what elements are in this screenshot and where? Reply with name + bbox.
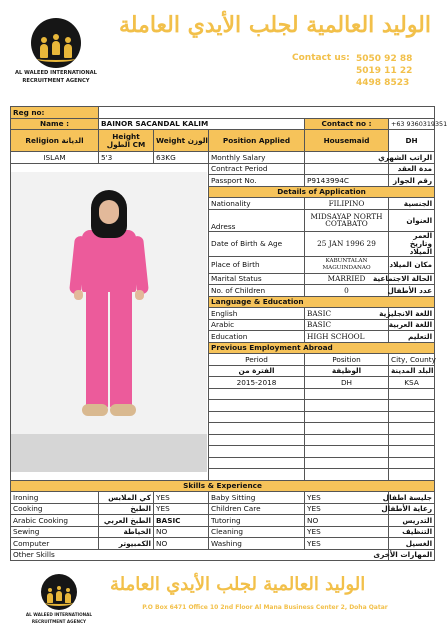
employment-empty-cell: [389, 446, 435, 458]
reg-value: [99, 107, 435, 119]
field-label-arabic: الراتب الشهري: [389, 152, 435, 164]
employment-empty-cell: [209, 411, 305, 423]
other-skills-label-arabic: المهارات الأخرى: [389, 549, 435, 561]
field-value: MIDSAYAP NORTH COTABATO: [305, 209, 389, 231]
field-label-arabic: عدد الأطفال: [389, 285, 435, 297]
field-label: No. of Children: [209, 285, 305, 297]
employment-empty-cell: [389, 457, 435, 469]
field-label: Passport No.: [209, 175, 305, 187]
skill-label-arabic: الكمبيوتر: [99, 538, 154, 550]
skill-label: Ironing: [11, 492, 99, 504]
weight-header: Weight الوزن: [154, 130, 209, 152]
skill-label-arabic: التنظيف: [389, 526, 435, 538]
employment-header: City, County: [389, 354, 435, 366]
field-value: KABUNTALAN MAGUINDANAO: [305, 256, 389, 273]
employment-header-arabic: البلد المدينة: [389, 365, 435, 377]
field-label: Adress: [209, 209, 305, 231]
skill-label: Washing: [209, 538, 305, 550]
field-label-arabic: العمر وتاريخ الميلاد: [389, 231, 435, 256]
skill-value: YES: [305, 526, 389, 538]
height-value: 5'3: [99, 152, 154, 164]
skill-value: YES: [305, 538, 389, 550]
applicant-name: BAINOR SACANDAL KALIM: [99, 118, 305, 130]
field-label-arabic: رقم الجواز: [389, 175, 435, 187]
skill-label-arabic: كي الملابس: [99, 492, 154, 504]
religion-value: ISLAM: [11, 152, 99, 164]
skills-section-title: Skills & Experience: [11, 480, 435, 492]
employment-empty-cell: [305, 434, 389, 446]
contact-label: Contact us:: [292, 53, 350, 63]
employment-header: Period: [209, 354, 305, 366]
employment-empty-cell: [305, 388, 389, 400]
employment-empty-cell: [305, 446, 389, 458]
field-label-arabic: اللغة الانجليزية: [389, 308, 435, 320]
employment-location: KSA: [389, 377, 435, 389]
skill-label-arabic: الطبخ العربي: [99, 515, 154, 527]
employment-header: Position: [305, 354, 389, 366]
skill-value: YES: [305, 503, 389, 515]
employment-empty-cell: [209, 446, 305, 458]
skill-label: Sewing: [11, 526, 99, 538]
employment-empty-cell: [209, 423, 305, 435]
field-value: BASIC: [305, 308, 389, 320]
skill-value: YES: [154, 503, 209, 515]
skill-label: Children Care: [209, 503, 305, 515]
footer-logo: [24, 574, 94, 624]
footer-arabic-title: الوليد العالمية لجلب الأيدي العاملة: [110, 574, 366, 595]
field-label-arabic: العنوان: [389, 209, 435, 231]
employment-empty-cell: [305, 400, 389, 412]
skill-value: BASIC: [154, 515, 209, 527]
logo-emblem-icon: [41, 574, 77, 610]
contact-no-value: +63 9360319351: [389, 118, 435, 130]
field-label: Date of Birth & Age: [209, 231, 305, 256]
employment-empty-cell: [389, 400, 435, 412]
employment-empty-cell: [305, 469, 389, 481]
footer-address: P.O Box 6471 Office 10 2nd Floor Al Mana Business Center 2, Doha Qatar: [142, 604, 388, 611]
field-value: HIGH SCHOOL: [305, 331, 389, 343]
field-label: Education: [209, 331, 305, 343]
employment-empty-cell: [389, 411, 435, 423]
applicant-photo: [11, 172, 207, 472]
field-label: Arabic: [209, 319, 305, 331]
employment-empty-cell: [305, 411, 389, 423]
logo-line2: RECRUITMENT AGENCY: [31, 619, 87, 624]
other-skills-label: Other Skills: [11, 549, 389, 561]
logo-line1: AL WALEED INTERNATIONAL: [25, 612, 93, 617]
phone-number: 4498 8523: [356, 78, 410, 88]
details-section-title: Details of Application: [209, 186, 435, 198]
employment-empty-cell: [389, 423, 435, 435]
skill-value: YES: [154, 492, 209, 504]
field-value: BASIC: [305, 319, 389, 331]
employment-empty-cell: [209, 434, 305, 446]
weight-value: 63KG: [154, 152, 209, 164]
position-applied-header: Position Applied: [209, 130, 305, 152]
field-label: Place of Birth: [209, 256, 305, 273]
field-value: [305, 152, 389, 164]
field-label: Marital Status: [209, 273, 305, 285]
employment-empty-cell: [389, 388, 435, 400]
photo-cell: [11, 163, 209, 480]
skill-label-arabic: الغسيل: [389, 538, 435, 550]
field-value: FILIPINO: [305, 198, 389, 210]
skill-label-arabic: التدريس: [389, 515, 435, 527]
field-value: [305, 163, 389, 175]
skill-label-arabic: جليسة اطفال: [389, 492, 435, 504]
reg-label: Reg no:: [11, 107, 99, 119]
logo-emblem-icon: [31, 18, 81, 68]
field-label: English: [209, 308, 305, 320]
employment-header-arabic: الوظيفة: [305, 365, 389, 377]
logo-line2: RECRUITMENT AGENCY: [22, 78, 90, 84]
employment-empty-cell: [389, 469, 435, 481]
field-label: Nationality: [209, 198, 305, 210]
field-label: Monthly Salary: [209, 152, 305, 164]
employment-position: DH: [305, 377, 389, 389]
employment-empty-cell: [209, 388, 305, 400]
logo-line1: AL WALEED INTERNATIONAL: [15, 70, 97, 76]
employment-header-arabic: الفترة من: [209, 365, 305, 377]
employment-period: 2015-2018: [209, 377, 305, 389]
position-code: DH: [389, 130, 435, 152]
employment-empty-cell: [305, 457, 389, 469]
field-label-arabic: مدة العقد: [389, 163, 435, 175]
header: [0, 0, 445, 100]
contact-no-label: Contact no :: [305, 118, 389, 130]
application-form: [10, 106, 447, 561]
field-label-arabic: الجنسية: [389, 198, 435, 210]
skill-label-arabic: رعاية الأطفال: [389, 503, 435, 515]
field-value: MARRIED: [305, 273, 389, 285]
language-section-title: Language & Education: [209, 296, 435, 308]
employment-empty-cell: [389, 434, 435, 446]
height-header: Height الطول CM: [99, 130, 154, 152]
employment-empty-cell: [209, 400, 305, 412]
skill-value: NO: [305, 515, 389, 527]
employment-empty-cell: [209, 469, 305, 481]
skill-label: Arabic Cooking: [11, 515, 99, 527]
footer: [0, 568, 445, 631]
position-applied-value: Housemaid: [305, 130, 389, 152]
agency-arabic-title: الوليد العالمية لجلب الأيدي العاملة: [118, 12, 431, 38]
religion-header: Religion الديانة: [11, 130, 99, 152]
employment-empty-cell: [209, 457, 305, 469]
field-label-arabic: التعليم: [389, 331, 435, 343]
phone-number: 5019 11 22: [356, 66, 413, 76]
phone-number: 5050 92 88: [356, 54, 413, 64]
skill-label: Cooking: [11, 503, 99, 515]
phone-list: [356, 53, 412, 89]
employment-empty-cell: [305, 423, 389, 435]
field-value: P9143994C: [305, 175, 389, 187]
skill-label: Baby Sitting: [209, 492, 305, 504]
name-label: Name :: [11, 118, 99, 130]
field-value: 25 JAN 1996 29: [305, 231, 389, 256]
field-value: 0: [305, 285, 389, 297]
field-label-arabic: اللغة العربية: [389, 319, 435, 331]
field-label-arabic: الحالة الاجتماعية: [389, 273, 435, 285]
skill-label: Tutoring: [209, 515, 305, 527]
skill-label-arabic: الطبخ: [99, 503, 154, 515]
skill-value: YES: [305, 492, 389, 504]
skill-label-arabic: الخياطة: [99, 526, 154, 538]
skill-label: Cleaning: [209, 526, 305, 538]
field-label-arabic: مكان الميلاد: [389, 256, 435, 273]
field-label: Contract Period: [209, 163, 305, 175]
skill-value: NO: [154, 526, 209, 538]
agency-logo: [14, 18, 98, 84]
skill-label: Computer: [11, 538, 99, 550]
employment-section-title: Previous Employment Abroad: [209, 342, 435, 354]
skill-value: NO: [154, 538, 209, 550]
